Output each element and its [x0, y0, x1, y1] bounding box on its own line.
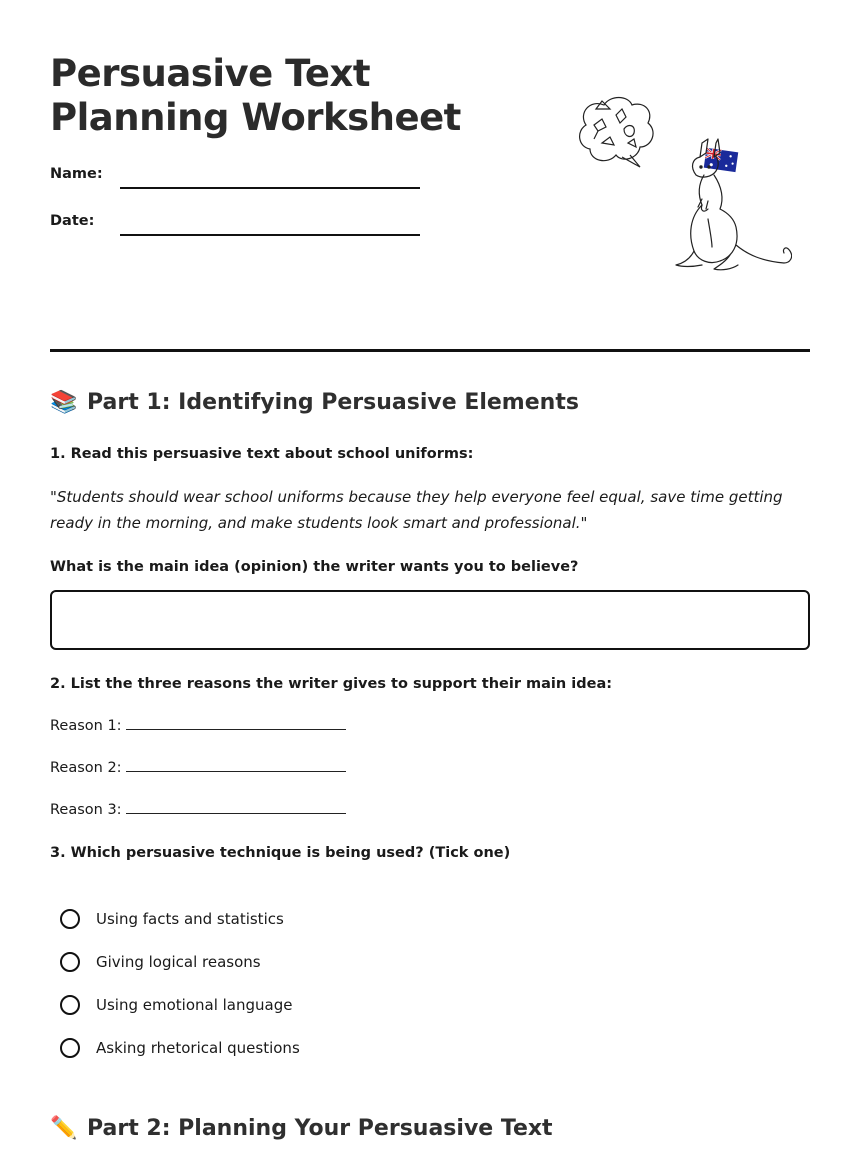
- persuasive-quote: "Students should wear school uniforms because they help everyone feel equal, save time getting ready in the morning, and make students look smart and professional.": [50, 488, 783, 532]
- main-idea-question: What is the main idea (opinion) the writer wants you to believe?: [50, 559, 579, 575]
- pencil-icon: ✏️: [50, 1116, 78, 1141]
- main-idea-answer-box[interactable]: [50, 590, 810, 650]
- name-label: Name:: [50, 166, 103, 182]
- radio-rhetorical[interactable]: [60, 1038, 80, 1058]
- reason-1-label: Reason 1:: [50, 718, 122, 734]
- part1-heading-text: Part 1: Identifying Persuasive Elements: [87, 390, 579, 415]
- radio-emotional[interactable]: [60, 995, 80, 1015]
- option-rhetorical-label: Asking rhetorical questions: [96, 1039, 300, 1057]
- thought-bubble-icon: [580, 98, 653, 168]
- reason-3: [50, 800, 346, 818]
- reason-1: [50, 716, 346, 734]
- section-divider: [50, 349, 810, 352]
- part2-heading: [50, 1116, 553, 1141]
- radio-facts[interactable]: [60, 909, 80, 929]
- books-icon: 📚: [50, 390, 78, 415]
- reason-3-line[interactable]: [126, 800, 346, 814]
- radio-logical[interactable]: [60, 952, 80, 972]
- part2-heading-text: Part 2: Planning Your Persuasive Text: [87, 1116, 553, 1141]
- option-facts-label: Using facts and statistics: [96, 910, 284, 928]
- option-logical[interactable]: [60, 952, 261, 972]
- option-emotional[interactable]: [60, 995, 292, 1015]
- reason-2-line[interactable]: [126, 758, 346, 772]
- page-title: [50, 52, 461, 140]
- title-line-2: Planning Worksheet: [50, 96, 461, 139]
- date-field-line[interactable]: [120, 234, 420, 236]
- question-1: 1. Read this persuasive text about school uniforms:: [50, 446, 474, 462]
- reason-1-line[interactable]: [126, 716, 346, 730]
- option-rhetorical[interactable]: [60, 1038, 300, 1058]
- question-3: 3. Which persuasive technique is being used? (Tick one): [50, 845, 511, 861]
- kangaroo-illustration: [572, 95, 792, 280]
- reason-2: [50, 758, 346, 776]
- question-2: 2. List the three reasons the writer gives to support their main idea:: [50, 676, 613, 692]
- name-field-line[interactable]: [120, 187, 420, 189]
- part1-heading: [50, 390, 579, 415]
- reason-2-label: Reason 2:: [50, 760, 122, 776]
- reason-3-label: Reason 3:: [50, 802, 122, 818]
- option-logical-label: Giving logical reasons: [96, 953, 261, 971]
- option-facts[interactable]: [60, 909, 284, 929]
- date-label: Date:: [50, 213, 95, 229]
- title-line-1: Persuasive Text: [50, 52, 371, 95]
- option-emotional-label: Using emotional language: [96, 996, 293, 1014]
- worksheet-page: [50, 0, 810, 1161]
